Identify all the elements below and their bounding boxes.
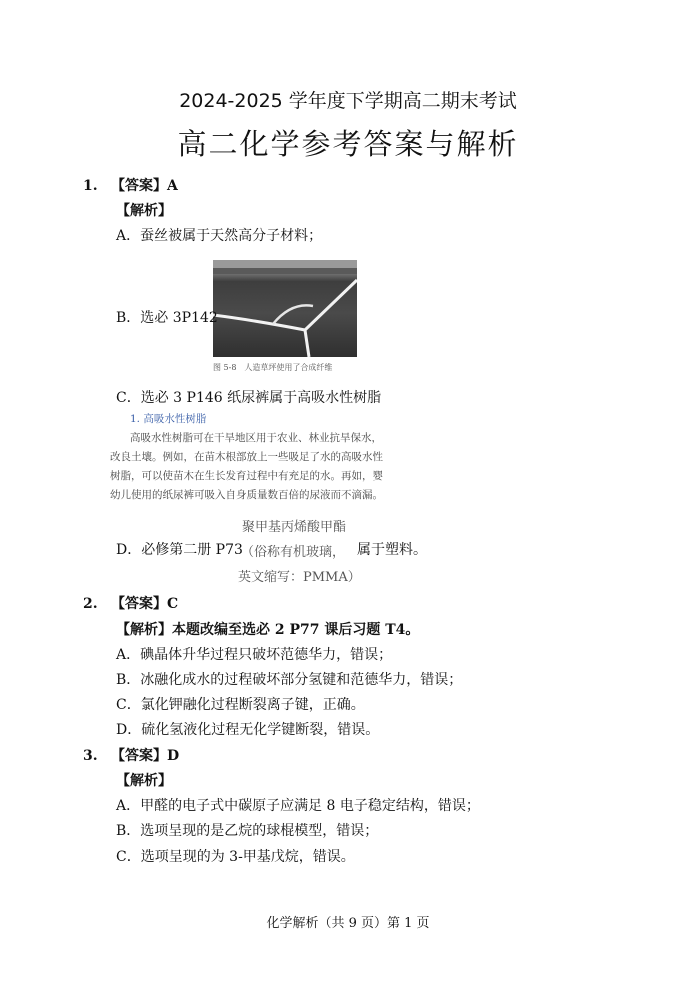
excerpt-line: 幼儿使用的纸尿裤可吸入自身质量数百倍的尿液而不滴漏。 [110, 489, 383, 501]
q1-option-d-suffix: 属于塑料。 [357, 542, 427, 558]
question-2-number: 2. [83, 596, 98, 612]
question-3-analysis-label: 【解析】 [116, 773, 172, 789]
page-footer: 化学解析（共 9 页）第 1 页 [266, 916, 430, 931]
question-2-answer: 【答案】C [111, 596, 179, 612]
artificial-turf-photo [213, 260, 357, 357]
document-title: 高二化学参考答案与解析 [177, 127, 519, 161]
q1-option-a: A．蚕丝被属于天然高分子材料； [116, 228, 323, 244]
q1-option-c: C．选必 3 P146 纸尿裤属于高吸水性树脂 [116, 390, 382, 406]
question-2-analysis: 【解析】本题改编至选必 2 P77 课后习题 T4。 [116, 622, 420, 638]
q2-option-d: D．硫化氢液化过程无化学键断裂，错误。 [116, 722, 380, 738]
pmma-abbreviation: 英文缩写：PMMA） [238, 570, 361, 585]
q3-option-b: B．选项呈现的是乙烷的球棍模型，错误； [116, 823, 379, 839]
exam-title: 2024-2025 学年度下学期高二期末考试 [179, 90, 517, 112]
q2-option-b: B．冰融化成水的过程破坏部分氢键和范德华力，错误； [116, 672, 463, 688]
question-3-answer: 【答案】D [111, 748, 180, 764]
figure-caption: 图 5-8 人造草坪使用了合成纤维 [213, 363, 333, 372]
question-1-answer: 【答案】A [111, 178, 178, 194]
pmma-name: 聚甲基丙烯酸甲酯 [242, 520, 347, 535]
q1-option-b: B．选必 3P142 [116, 310, 218, 326]
excerpt-line: 高吸水性树脂可在干旱地区用于农业、林业抗旱保水， [130, 432, 382, 444]
q1-option-d: D．必修第二册 P73 [116, 542, 243, 558]
question-1-analysis-label: 【解析】 [116, 203, 172, 219]
q3-option-a: A．甲醛的电子式中碳原子应满足 8 电子稳定结构，错误； [116, 798, 480, 814]
question-1-number: 1. [83, 178, 98, 194]
q2-option-c: C．氯化钾融化过程断裂离子键，正确。 [116, 697, 365, 713]
excerpt-line: 树脂，可以使苗木在生长发育过程中有充足的水。再如，婴 [110, 470, 383, 482]
q2-option-a: A．碘晶体升华过程只破坏范德华力，错误； [116, 647, 393, 663]
excerpt-heading: 1. 高吸水性树脂 [130, 413, 207, 425]
excerpt-line: 改良土壤。例如，在苗木根部放上一些吸足了水的高吸水性 [110, 451, 383, 463]
question-3-number: 3. [83, 748, 98, 764]
turf-field-lines [213, 260, 357, 357]
q3-option-c: C．选项呈现的为 3-甲基戊烷，错误。 [116, 849, 355, 865]
pmma-common-name: （俗称有机玻璃， [241, 545, 346, 560]
